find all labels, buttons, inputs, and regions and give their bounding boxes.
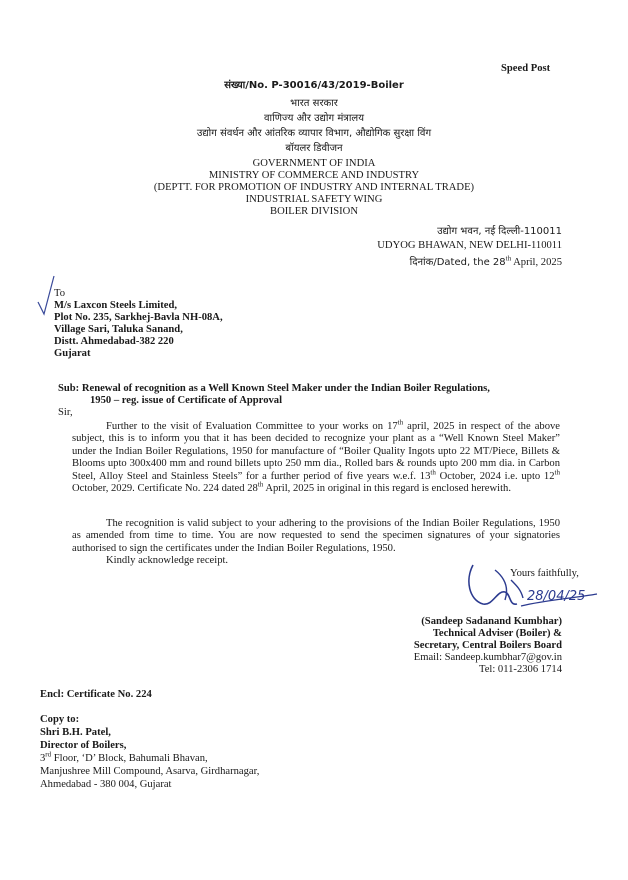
- office-address-english: UDYOG BHAWAN, NEW DELHI-110011: [377, 240, 562, 251]
- signatory-phone: Tel: 011-2306 1714: [478, 664, 562, 675]
- english-header-line5: BOILER DIVISION: [270, 206, 358, 217]
- signatory-title2: Secretary, Central Boilers Board: [413, 640, 562, 651]
- copy-to-title: Director of Boilers,: [40, 740, 127, 751]
- english-header-line2: MINISTRY OF COMMERCE AND INDUSTRY: [208, 170, 420, 181]
- hindi-header-line2: वाणिज्य और उद्योग मंत्रालय: [263, 113, 365, 124]
- letter-date: दिनांक/Dated, the 28th April, 2025: [409, 254, 562, 268]
- body-paragraph-2: The recognition is valid subject to your adhering to the provisions of the Indian Boiler Regulations, 1950 as amended from time to time. You are now requested to send the specimen signatures of your signatories authorised to sign the certificates under the Indian Boiler Regulations, 1950.: [72, 518, 560, 554]
- enclosure-note: Encl: Certificate No. 224: [40, 689, 152, 700]
- reference-number: संख्या/No. P-30016/43/2019-Boiler: [224, 80, 404, 91]
- english-header-line4: INDUSTRIAL SAFETY WING: [245, 194, 383, 205]
- subject-line1: Sub: Renewal of recognition as a Well Known Steel Maker under the Indian Boiler Regulations,: [58, 383, 490, 394]
- signatory-title1: Technical Adviser (Boiler) &: [432, 628, 562, 639]
- office-address-hindi: उद्योग भवन, नई दिल्ली-110011: [437, 226, 562, 237]
- copy-to-address2: Manjushree Mill Compound, Asarva, Girdharnagar,: [40, 766, 260, 777]
- hindi-header-line1: भारत सरकार: [290, 98, 338, 109]
- english-header-line3: (DEPTT. FOR PROMOTION OF INDUSTRY AND INTERNAL TRADE): [153, 182, 475, 193]
- recipient-line1: M/s Laxcon Steels Limited,: [54, 300, 177, 311]
- handwritten-signature: [465, 560, 605, 615]
- signature-date: 28/04/25: [527, 589, 586, 604]
- speed-post-label: Speed Post: [501, 63, 551, 74]
- body-paragraph-1: Further to the visit of Evaluation Committee to your works on 17th april, 2025 in respect of the above subject, this is to inform you that it has been decided to recognize your plant as a “Well Known Steel Maker” under the Indian Boiler Regulations, 1950 for manufacture of “Boiler Quality Ingots upto 22 MT/Piece, Billets & Blooms upto 300x400 mm and round billets upto 250 mm dia., Rolled bars & rounds upto 200 mm dia. in Carbon Steel, Alloy Steel and Stainless Steels” for a further period of five years w.e.f. 13th October, 2024 i.e. upto 12th October, 2029. Certificate No. 224 dated 28th April, 2025 in original in this regard is enclosed herewith.: [72, 418, 560, 495]
- closing-text: Yours faithfully,: [510, 568, 579, 579]
- recipient-line4: Distt. Ahmedabad-382 220: [54, 336, 174, 347]
- copy-to-address1: 3rd Floor, ‘D’ Block, Bahumali Bhavan,: [40, 750, 208, 764]
- signatory-email: Email: Sandeep.kumbhar7@gov.in: [413, 652, 562, 663]
- english-header-line1: GOVERNMENT OF INDIA: [252, 158, 376, 169]
- recipient-line3: Village Sari, Taluka Sanand,: [54, 324, 183, 335]
- recipient-to: To: [54, 288, 66, 299]
- subject-line2: 1950 – reg. issue of Certificate of Approval: [90, 395, 283, 406]
- copy-to-label: Copy to:: [40, 714, 80, 725]
- hindi-header-line4: बॉयलर डिवीजन: [285, 143, 343, 154]
- recipient-line5: Gujarat: [54, 348, 91, 359]
- signatory-name: (Sandeep Sadanand Kumbhar): [421, 616, 562, 627]
- copy-to-name: Shri B.H. Patel,: [40, 727, 111, 738]
- copy-to-address3: Ahmedabad - 380 004, Gujarat: [40, 779, 172, 790]
- body-paragraph-3: Kindly acknowledge receipt.: [106, 555, 229, 566]
- salutation: Sir,: [58, 407, 73, 418]
- hindi-header-line3: उद्योग संवर्धन और आंतरिक व्यापार विभाग, औद्योगिक सुरक्षा विंग: [196, 128, 432, 139]
- recipient-line2: Plot No. 235, Sarkhej-Bavla NH-08A,: [54, 312, 223, 323]
